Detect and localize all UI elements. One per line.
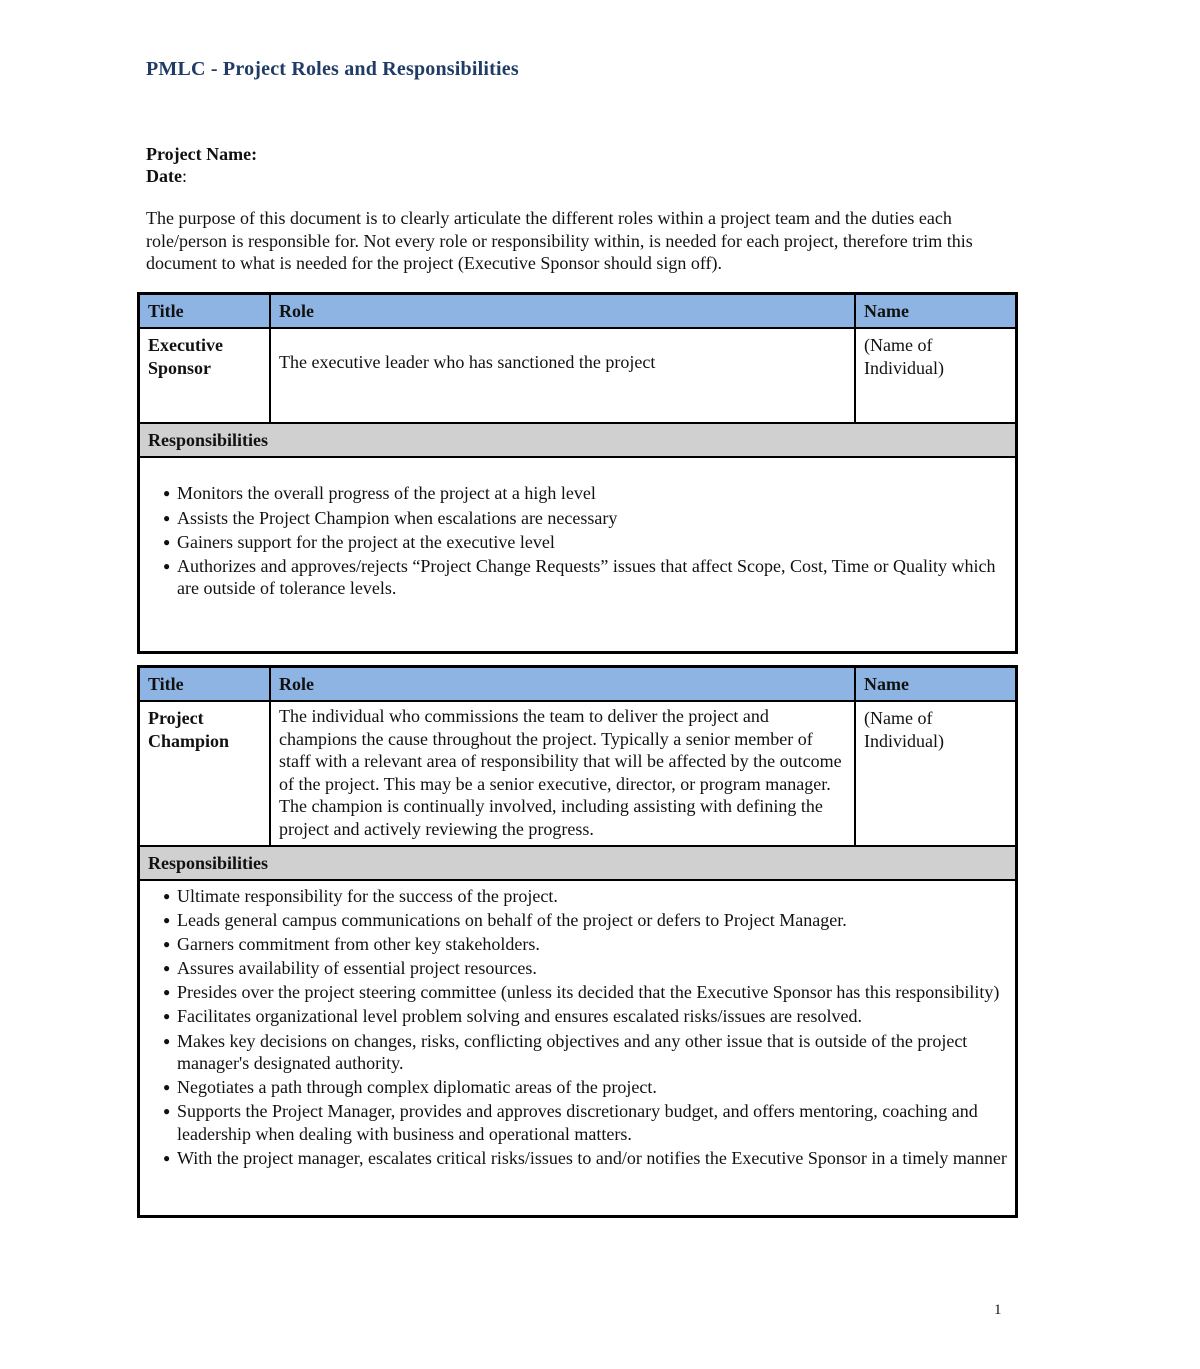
list-item: ● Garners commitment from other key stakeholders. (177, 933, 1007, 956)
intro-paragraph: The purpose of this document is to clearly articulate the different roles within a project team and the duties each role/person is responsible for. Not every role or responsibility within, is needed for each project, therefore trim this document to what is needed for the project (Executive Sponsor should sign off). (146, 208, 973, 273)
project-name-label: Project Name: (146, 144, 258, 164)
role-name-cell: (Name of Individual) (855, 328, 1017, 423)
project-name-field (146, 144, 257, 165)
responsibilities-label: Responsibilities (139, 846, 1017, 880)
responsibilities-header-row (139, 846, 1017, 880)
date-colon: : (181, 166, 187, 186)
list-item: ● Assists the Project Champion when escalations are necessary (177, 506, 1007, 531)
role-description-cell: The individual who commissions the team to deliver the project and champions the cause throughout the project. Typically a senior member of staff with a relevant area of responsibility that will be affected by the outcome of the project. This may be a senior executive, director, or program manager. The champion is continually involved, including assisting with defining the project and actively reviewing the progress. (270, 701, 855, 846)
responsibilities-list (148, 481, 1007, 600)
list-item: ● With the project manager, escalates critical risks/issues to and/or notifies the Executive Sponsor in a timely manner (177, 1147, 1007, 1170)
role-title-cell: Executive Sponsor (139, 328, 271, 423)
date-label: Date (146, 166, 182, 186)
header-name: Name (855, 667, 1017, 702)
responsibilities-list (148, 885, 1007, 1170)
table-header-row (139, 667, 1017, 702)
list-item: ● Gainers support for the project at the executive level (177, 530, 1007, 555)
role-description-cell: The executive leader who has sanctioned the project (270, 328, 855, 423)
table-header-row (139, 294, 1017, 329)
list-item: ● Presides over the project steering committee (unless its decided that the Executive Sponsor has this responsibility) (177, 981, 1007, 1004)
responsibilities-label: Responsibilities (139, 423, 1017, 457)
responsibilities-row (139, 880, 1017, 1217)
list-item: ● Ultimate responsibility for the success of the project. (177, 885, 1007, 908)
responsibilities-header-row (139, 423, 1017, 457)
header-role: Role (270, 667, 855, 702)
document-title: PMLC - Project Roles and Responsibilities (146, 58, 519, 80)
responsibilities-cell (139, 457, 1017, 653)
role-table-executive-sponsor (137, 292, 1018, 654)
role-name-cell: (Name of Individual) (855, 701, 1017, 846)
list-item: ● Makes key decisions on changes, risks, conflicting objectives and any other issue that is outside of the project manager's designated authority. (177, 1030, 1007, 1075)
role-row (139, 328, 1017, 423)
header-name: Name (855, 294, 1017, 329)
list-item: ● Facilitates organizational level problem solving and ensures escalated risks/issues are resolved. (177, 1005, 1007, 1028)
header-role: Role (270, 294, 855, 329)
role-title-cell: Project Champion (139, 701, 271, 846)
role-table-project-champion (137, 665, 1018, 1218)
header-title: Title (139, 667, 271, 702)
list-item: ● Assures availability of essential project resources. (177, 957, 1007, 980)
list-item: ● Authorizes and approves/rejects “Project Change Requests” issues that affect Scope, Cost, Time or Quality which are outside of tolerance levels. (177, 555, 1007, 600)
page-number: 1 (994, 1302, 1002, 1318)
list-item: ● Monitors the overall progress of the project at a high level (177, 481, 1007, 506)
list-item: ● Supports the Project Manager, provides and approves discretionary budget, and offers mentoring, coaching and leadership when dealing with business and operational matters. (177, 1100, 1007, 1145)
list-item: ● Negotiates a path through complex diplomatic areas of the project. (177, 1076, 1007, 1099)
date-field (146, 166, 187, 187)
list-item: ● Leads general campus communications on behalf of the project or defers to Project Manager. (177, 909, 1007, 932)
responsibilities-cell (139, 880, 1017, 1217)
role-row (139, 701, 1017, 846)
header-title: Title (139, 294, 271, 329)
responsibilities-row (139, 457, 1017, 653)
